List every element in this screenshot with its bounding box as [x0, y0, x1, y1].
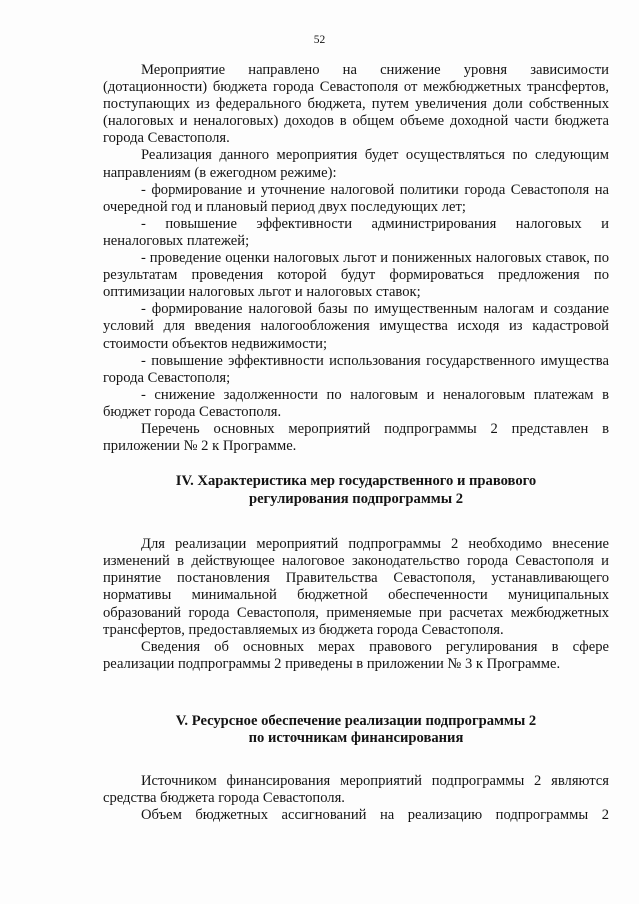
list-item: - повышение эффективности администрирования налоговых и неналоговых платежей; — [103, 215, 609, 249]
paragraph-regulation-appendix: Сведения об основных мерах правового регулирования в сфере реализации подпрограммы 2 приведены в приложении № 3 к Программе. — [103, 638, 609, 672]
section-heading-iv-line1: IV. Характеристика мер государственного и правового — [175, 473, 537, 490]
paragraph-funding-volume: Объем бюджетных ассигнований на реализацию подпрограммы 2 — [141, 807, 609, 824]
paragraph-intro: Мероприятие направлено на снижение уровня зависимости (дотационности) бюджета города Севастополя от межбюджетных трансфертов, поступающих из федерального бюджета, путем увеличения доли собственных (налоговых и неналоговых) доходов в общем объеме доходной части бюджета города Севастополя. — [103, 62, 609, 147]
paragraph-list-reference: Перечень основных мероприятий подпрограммы 2 представлен в приложении № 2 к Программе. — [103, 420, 609, 455]
list-item: - формирование налоговой базы по имущественным налогам и создание условий для введения налогообложения имущества исходя из кадастровой стоимости объектов недвижимости; — [103, 301, 609, 352]
section-heading-v — [103, 713, 609, 748]
section-heading-iv-line2: регулирования подпрограммы 2 — [248, 490, 464, 507]
list-item: - повышение эффективности использования государственного имущества города Севастополя; — [103, 352, 609, 386]
section-heading-v-line2: по источникам финансирования — [248, 730, 464, 747]
paragraph-regulation: Для реализации мероприятий подпрограммы 2 необходимо внесение изменений в действующее налоговое законодательство города Севастополя и принятие постановления Правительства Севастополя, устанавливающего нормативы минимальной бюджетной обеспеченности муниципальных образований города Севастополя, применяемые при расчетах межбюджетных трансфертов, предоставляемых из бюджета города Севастополя. — [103, 536, 609, 638]
list-item: - проведение оценки налоговых льгот и пониженных налоговых ставок, по результатам проведения которой будут формироваться предложения по оптимизации налоговых льгот и налоговых ставок; — [103, 250, 609, 301]
list-item: - формирование и уточнение налоговой политики города Севастополя на очередной год и плановый период двух последующих лет; — [103, 181, 609, 215]
list-item: - снижение задолженности по налоговым и неналоговым платежам в бюджет города Севастополя. — [103, 386, 609, 420]
paragraph-funding-source: Источником финансирования мероприятий подпрограммы 2 являются средства бюджета города Севастополя. — [103, 772, 609, 806]
section-heading-v-line1: V. Ресурсное обеспечение реализации подпрограммы 2 — [175, 712, 537, 729]
page-content — [103, 62, 609, 824]
paragraph-directions: Реализация данного мероприятия будет осуществляться по следующим направлениям (в ежегодном режиме): — [103, 147, 609, 181]
page-number: 52 — [313, 34, 326, 46]
section-heading-iv — [103, 473, 609, 508]
